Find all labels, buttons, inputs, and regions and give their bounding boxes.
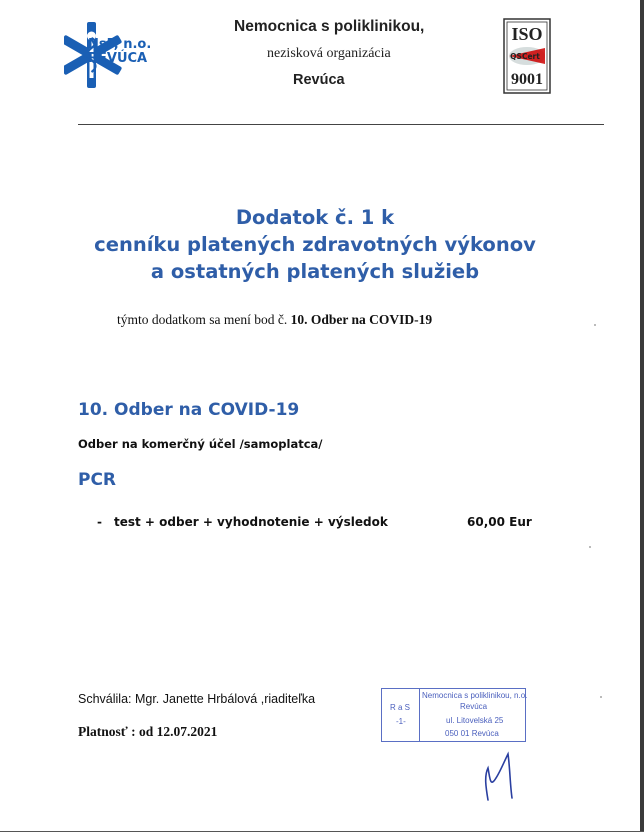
handwritten-signature xyxy=(476,748,526,808)
validity-date: Platnosť : od 12.07.2021 xyxy=(78,724,218,739)
iso-mid-text: QSCert xyxy=(510,52,540,61)
official-stamp xyxy=(381,688,526,742)
intro-plain: týmto dodatkom sa mení bod č. xyxy=(117,312,288,327)
stamp-left-line2: -1- xyxy=(396,717,406,726)
scan-edge-right xyxy=(640,0,644,832)
section-heading: 10. Odber na COVID-19 xyxy=(78,400,300,420)
intro-bold: 10. Odber na COVID-19 xyxy=(290,312,433,327)
scan-speck xyxy=(594,324,596,326)
stamp-left-box xyxy=(382,689,420,741)
stamp-right-line2: Revúca xyxy=(460,702,488,711)
price-item-amount: 60,00 Eur xyxy=(467,515,532,529)
stamp-left-line1: R a S xyxy=(390,703,411,712)
title-line3: a ostatných platených služieb xyxy=(150,260,480,283)
list-bullet: - xyxy=(97,515,102,529)
title-line2: cenníku platených zdravotných výkonov xyxy=(94,233,536,256)
stamp-right-line4: 050 01 Revúca xyxy=(445,729,499,738)
header-divider xyxy=(78,124,604,125)
section-subheading: Odber na komerčný účel /samoplatca/ xyxy=(78,437,323,451)
iso-top-text: ISO xyxy=(511,24,543,44)
logo-text-line1: NsP, n.o. xyxy=(88,37,152,52)
logo-text xyxy=(88,38,151,66)
title-line1: Dodatok č. 1 k xyxy=(235,206,395,229)
organization-type: nezisková organizácia xyxy=(267,46,391,61)
scan-speck xyxy=(600,696,602,698)
approval-line: Schválila: Mgr. Janette Hrbálová ,riaditeľka xyxy=(78,692,316,706)
stamp-right-line1: Nemocnica s poliklinikou, n.o. xyxy=(422,691,528,700)
scan-speck xyxy=(589,546,591,548)
organization-name: Nemocnica s poliklinikou, xyxy=(234,18,425,35)
intro-text xyxy=(117,312,432,328)
pcr-heading: PCR xyxy=(78,470,117,490)
organization-city: Revúca xyxy=(293,72,345,88)
iso-bottom-text: 9001 xyxy=(511,71,543,88)
iso-certification-logo xyxy=(503,18,551,94)
document-title xyxy=(90,204,540,285)
signature-icon xyxy=(476,748,526,808)
stamp-right-line3: ul. Litovelská 25 xyxy=(446,716,504,725)
logo-text-line2: REVÚCA xyxy=(88,51,148,66)
price-item-description: test + odber + vyhodnotenie + výsledok xyxy=(114,515,388,529)
iso-badge-icon xyxy=(503,18,551,94)
